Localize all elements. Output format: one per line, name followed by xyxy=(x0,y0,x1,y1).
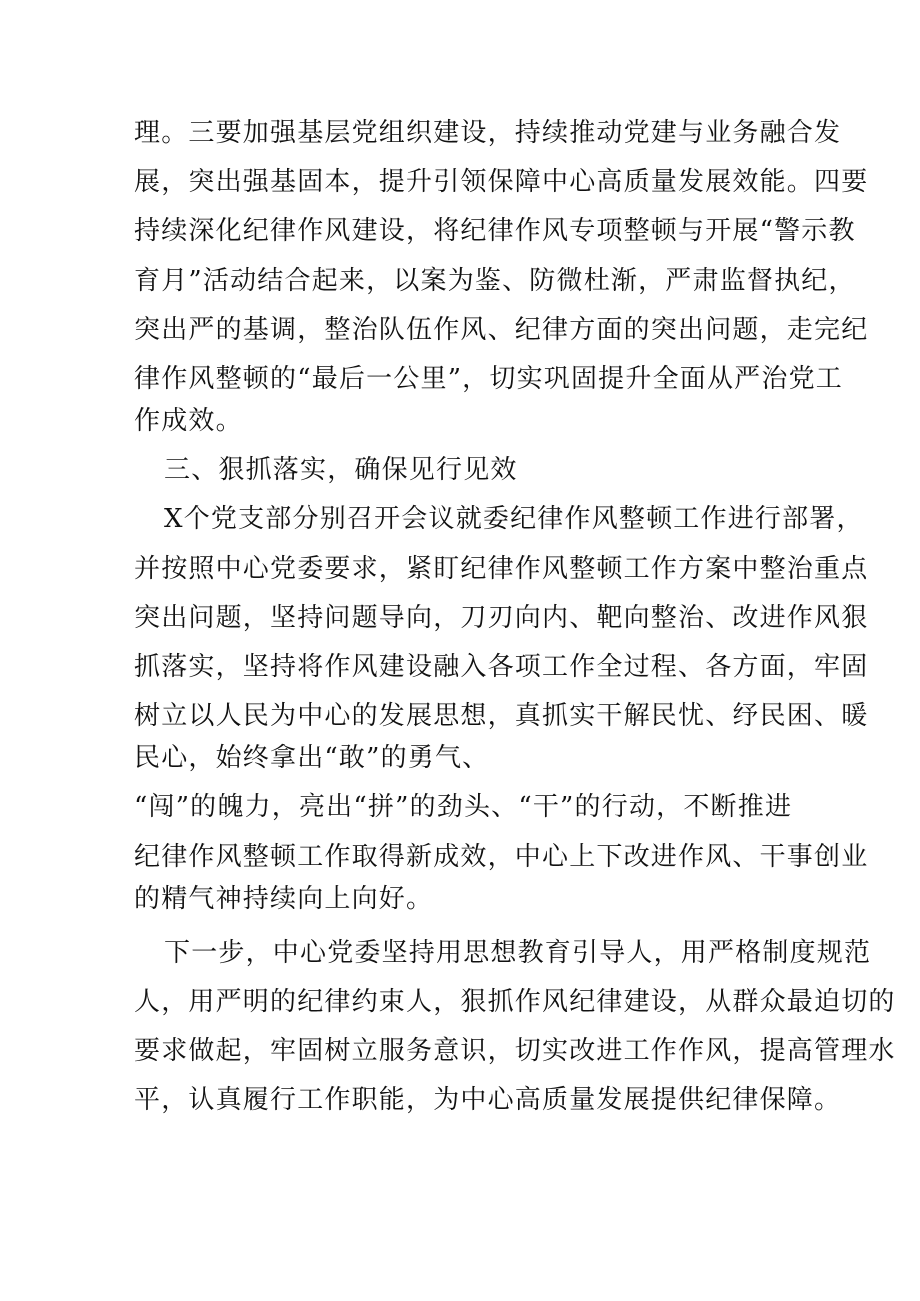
paragraph-3-line: 要求做起，牢固树立服务意识，切实改进工作作风，提高管理水 xyxy=(134,1036,896,1066)
paragraph-2-line: X个党支部分别召开会议就委纪律作风整顿工作进行部署， xyxy=(164,504,864,534)
paragraph-1-line: 育月”活动结合起来，以案为鉴、防微杜渐，严肃监督执纪， xyxy=(134,266,856,296)
paragraph-2-line: 突出问题，坚持问题导向，刀刃向内、靶向整治、改进作风狠 xyxy=(134,603,869,633)
paragraph-2-line: 纪律作风整顿工作取得新成效，中心上下改进作风、干事创业 xyxy=(134,842,869,872)
paragraph-2-line: 树立以人民为中心的发展思想，真抓实干解民忧、纾民困、暖 xyxy=(134,701,869,731)
paragraph-3-line: 人，用严明的纪律约束人，狠抓作风纪律建设，从群众最迫切的 xyxy=(134,987,896,1017)
paragraph-3-line: 平，认真履行工作职能，为中心高质量发展提供纪律保障。 xyxy=(134,1085,842,1115)
paragraph-1-line: 作成效。 xyxy=(134,406,243,436)
paragraph-2-line: 并按照中心党委要求，紧盯纪律作风整顿工作方案中整治重点 xyxy=(134,554,869,584)
paragraph-1-line: 持续深化纪律作风建设，将纪律作风专项整顿与开展“警示教 xyxy=(134,216,856,246)
paragraph-3-line: 下一步，中心党委坚持用思想教育引导人，用严格制度规范 xyxy=(164,938,872,968)
paragraph-1-line: 理。三要加强基层党组织建设，持续推动党建与业务融合发 xyxy=(134,118,842,148)
paragraph-2-line: 民心，始终拿出“敢”的勇气、 xyxy=(134,743,490,773)
paragraph-2-line: 的精气神持续向上向好。 xyxy=(134,884,434,914)
paragraph-1-line: 突出严的基调，整治队伍作风、纪律方面的突出问题，走完纪 xyxy=(134,315,869,345)
section-heading: 三、狠抓落实，确保见行见效 xyxy=(164,455,518,485)
paragraph-2-line: 抓落实，坚持将作风建设融入各项工作全过程、各方面，牢固 xyxy=(134,652,869,682)
paragraph-2-line: “闯”的魄力，亮出“拼”的劲头、“干”的行动，不断推进 xyxy=(134,792,793,822)
paragraph-1-line: 展，突出强基固本，提升引领保障中心高质量发展效能。四要 xyxy=(134,167,869,197)
paragraph-1-line: 律作风整顿的“最后一公里”，切实巩固提升全面从严治党工 xyxy=(134,364,843,394)
